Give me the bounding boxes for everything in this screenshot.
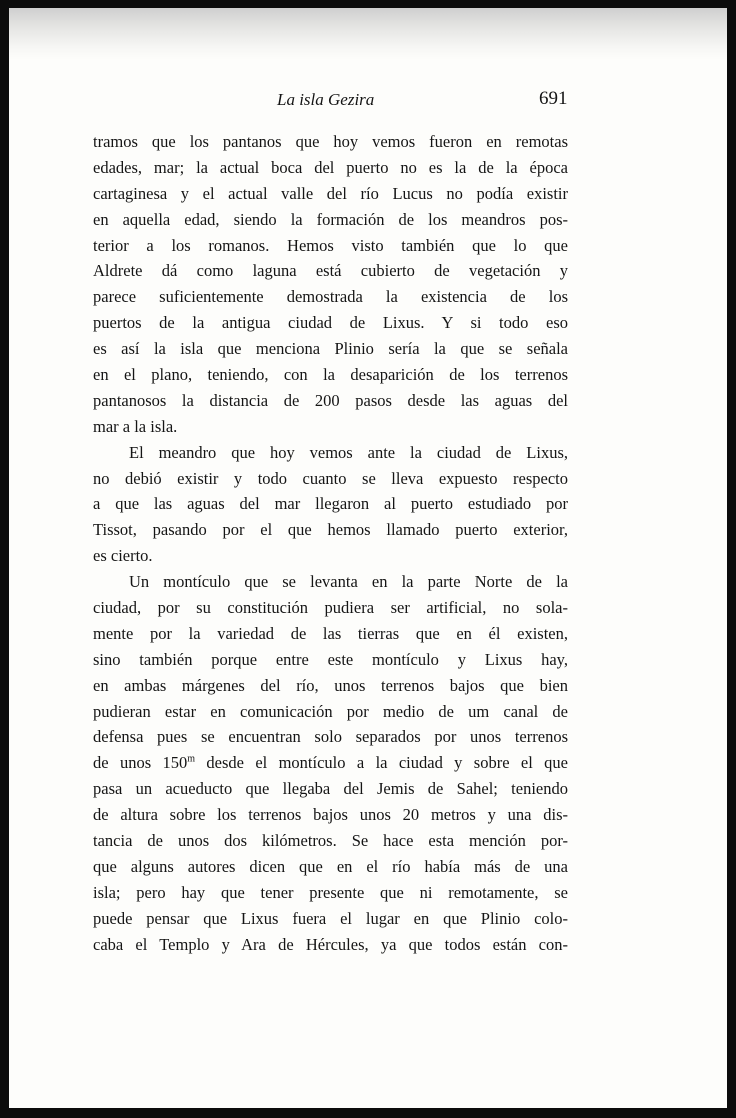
- text-line: parece suficientemente demostrada la existencia de los: [93, 287, 568, 307]
- text-line: tancia de unos dos kilómetros. Se hace esta mención por-: [93, 831, 568, 851]
- text-line: en aquella edad, siendo la formación de los meandros pos-: [93, 209, 568, 229]
- text-line: puede pensar que Lixus fuera el lugar en que Plinio colo-: [93, 908, 568, 928]
- text-line: sino también porque entre este montículo y Lixus hay,: [93, 649, 568, 669]
- text-line: en el plano, teniendo, con la desaparición de los terrenos: [93, 365, 568, 385]
- text-line: cartaginesa y el actual valle del río Lucus no podía existir: [93, 183, 568, 203]
- scan-border: [727, 0, 736, 1118]
- text-line: caba el Templo y Ara de Hércules, ya que todos están con-: [93, 934, 568, 954]
- text-line-with-superscript: [93, 750, 568, 776]
- text-line: Tissot, pasando por el que hemos llamado puerto exterior,: [93, 520, 568, 540]
- page-number: 691: [539, 88, 568, 109]
- text-line: es así la isla que menciona Plinio sería la que se señala: [93, 339, 568, 359]
- text-line: de altura sobre los terrenos bajos unos 20 metros y una dis-: [93, 805, 568, 825]
- body-text: [93, 129, 568, 958]
- measurement-value: de unos 150: [93, 753, 188, 773]
- text-line: ciudad, por su constitución pudiera ser artificial, no sola-: [93, 598, 568, 618]
- text-line: Aldrete dá como laguna está cubierto de vegetación y: [93, 261, 568, 281]
- text-line: mente por la variedad de las tierras que en él existen,: [93, 623, 568, 643]
- page-top-shadow: [9, 8, 727, 60]
- text-line: puertos de la antigua ciudad de Lixus. Y si todo eso: [93, 313, 568, 333]
- text-line: defensa pues se encuentran solo separados por unos terrenos: [93, 727, 568, 747]
- text-line: pasa un acueducto que llegaba del Jemis de Sahel; teniendo: [93, 779, 568, 799]
- book-page: [9, 8, 727, 1108]
- text-line: no debió existir y todo cuanto se lleva expuesto respecto: [93, 468, 568, 488]
- text-line: pantanosos la distancia de 200 pasos desde las aguas del: [93, 390, 568, 410]
- paragraph-start-line: Un montículo que se levanta en la parte Norte de la: [129, 572, 568, 592]
- text-line: edades, mar; la actual boca del puerto no es la de la época: [93, 157, 568, 177]
- paragraph-start-line: El meandro que hoy vemos ante la ciudad de Lixus,: [129, 442, 568, 462]
- text-line: pudieran estar en comunicación por medio de um canal de: [93, 701, 568, 721]
- line-remainder: desde el montículo a la ciudad y sobre el que: [206, 753, 569, 773]
- text-line: isla; pero hay que tener presente que ni remotamente, se: [93, 882, 568, 902]
- text-line: terior a los romanos. Hemos visto también que lo que: [93, 235, 568, 255]
- text-line: que alguns autores dicen que en el río había más de una: [93, 856, 568, 876]
- paragraph-end-line: mar a la isla.: [93, 416, 178, 436]
- text-line: tramos que los pantanos que hoy vemos fueron en remotas: [93, 132, 568, 151]
- running-title: La isla Gezira: [277, 90, 375, 109]
- paragraph-end-line: es cierto.: [93, 546, 153, 566]
- text-line: a que las aguas del mar llegaron al puerto estudiado por: [93, 494, 568, 514]
- unit-superscript: m: [187, 753, 196, 765]
- text-line: en ambas márgenes del río, unos terrenos bajos que bien: [93, 675, 568, 695]
